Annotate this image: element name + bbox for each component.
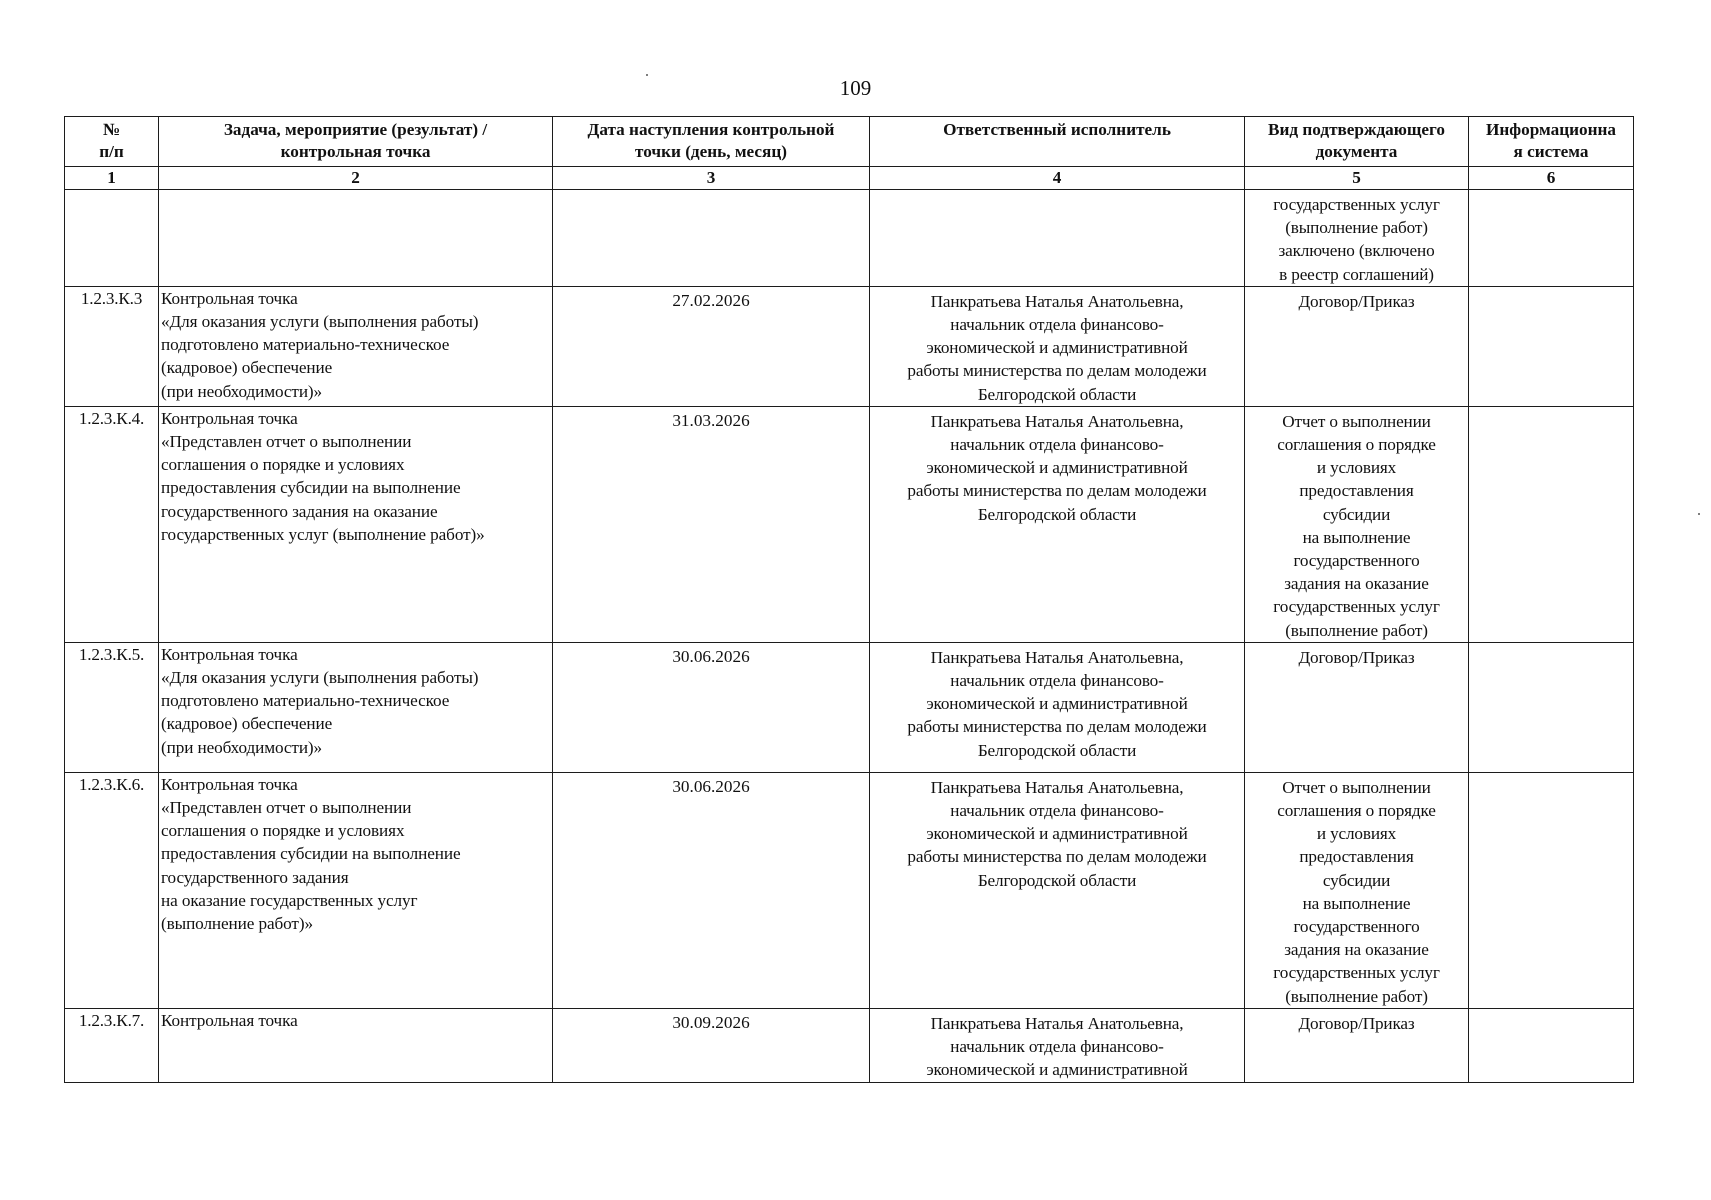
task-line: Контрольная точка (161, 408, 298, 428)
responsible-line: начальник отдела финансово- (950, 1037, 1164, 1057)
page-number: 109 (839, 76, 872, 100)
table-row (65, 1008, 1634, 1082)
column-number: 3 (553, 167, 870, 190)
task-line: государственного задания (161, 867, 349, 887)
task-line: (кадровое) обеспечение (161, 714, 333, 734)
column-number: 2 (159, 167, 553, 190)
row-document (1245, 772, 1469, 1008)
document-line: государственных услуг (1273, 963, 1440, 983)
document-line: Договор/Приказ (1298, 647, 1415, 667)
row-system (1469, 286, 1634, 406)
responsible-line: экономической и административной (926, 338, 1188, 358)
responsible-line: начальник отдела финансово- (950, 315, 1164, 335)
document-line: Договор/Приказ (1298, 1013, 1415, 1033)
header-responsible (870, 117, 1245, 167)
task-line: государственных услуг (выполнение работ)» (161, 524, 485, 544)
responsible-line: Панкратьева Наталья Анатольевна, (930, 291, 1184, 311)
responsible-line: работы министерства по делам молодежи (907, 847, 1207, 867)
task-line: соглашения о порядке и условиях (161, 821, 405, 841)
row-document (1245, 190, 1469, 287)
row-task (159, 642, 553, 772)
row-document (1245, 286, 1469, 406)
table-row (65, 772, 1634, 1008)
row-number: 1.2.3.К.7. (65, 1008, 159, 1082)
task-line: на оказание государственных услуг (161, 890, 418, 910)
header-line: точки (день, месяц) (635, 142, 787, 161)
header-task (159, 117, 553, 167)
document-line: (выполнение работ) (1285, 986, 1428, 1006)
task-line: государственного задания на оказание (161, 501, 438, 521)
row-document (1245, 642, 1469, 772)
document-line: субсидии (1322, 870, 1391, 890)
header-document (1245, 117, 1469, 167)
task-line: (кадровое) обеспечение (161, 358, 333, 378)
responsible-line: экономической и административной (926, 694, 1188, 714)
task-line: соглашения о порядке и условиях (161, 455, 405, 475)
header-num (65, 117, 159, 167)
task-line: предоставления субсидии на выполнение (161, 478, 461, 498)
task-line: Контрольная точка (161, 644, 298, 664)
responsible-line: Белгородской области (977, 504, 1137, 524)
row-date: 27.02.2026 (553, 286, 870, 406)
responsible-line: работы министерства по делам молодежи (907, 717, 1207, 737)
row-document (1245, 406, 1469, 642)
row-date: 31.03.2026 (553, 406, 870, 642)
table-row (65, 642, 1634, 772)
task-line: (при необходимости)» (161, 737, 323, 757)
table-row (65, 286, 1634, 406)
responsible-line: работы министерства по делам молодежи (907, 361, 1207, 381)
responsible-line: Белгородской области (977, 384, 1137, 404)
document-line: государственного (1293, 551, 1420, 571)
row-task (159, 1008, 553, 1082)
row-system (1469, 190, 1634, 287)
task-line: «Для оказания услуги (выполнения работы) (161, 668, 479, 688)
row-responsible (870, 772, 1245, 1008)
column-number: 6 (1469, 167, 1634, 190)
document-line: соглашения о порядке (1277, 801, 1436, 821)
responsible-line: экономической и административной (926, 1060, 1188, 1080)
document-line: задания на оказание (1284, 574, 1429, 594)
responsible-line: начальник отдела финансово- (950, 671, 1164, 691)
header-system (1469, 117, 1634, 167)
row-date: 30.06.2026 (553, 642, 870, 772)
header-line: Ответственный исполнитель (943, 120, 1171, 139)
responsible-line: экономической и административной (926, 824, 1188, 844)
document-line: субсидии (1322, 504, 1391, 524)
row-system (1469, 772, 1634, 1008)
row-responsible (870, 190, 1245, 287)
responsible-line: Белгородской области (977, 870, 1137, 890)
task-line: Контрольная точка (161, 1010, 298, 1030)
column-number: 1 (65, 167, 159, 190)
column-number: 4 (870, 167, 1245, 190)
header-line: я система (1513, 142, 1589, 161)
header-line: документа (1315, 142, 1398, 161)
document-line: государственных услуг (1273, 195, 1440, 214)
task-line: Контрольная точка (161, 774, 298, 794)
row-system (1469, 1008, 1634, 1082)
row-responsible (870, 1008, 1245, 1082)
responsible-line: экономической и административной (926, 458, 1188, 478)
task-line: подготовлено материально-техническое (161, 691, 450, 711)
table-row (65, 406, 1634, 642)
table-row (65, 190, 1634, 287)
row-date: 30.09.2026 (553, 1008, 870, 1082)
task-line: (при необходимости)» (161, 381, 323, 401)
responsible-line: работы министерства по делам молодежи (907, 481, 1207, 501)
document-line: государственных услуг (1273, 597, 1440, 617)
header-date (553, 117, 870, 167)
document-line: предоставления (1299, 481, 1414, 501)
document-line: и условиях (1316, 458, 1397, 478)
document-line: на выполнение (1302, 893, 1411, 913)
row-responsible (870, 406, 1245, 642)
task-line: «Представлен отчет о выполнении (161, 798, 412, 818)
table-header (65, 117, 1634, 190)
task-line: подготовлено материально-техническое (161, 335, 450, 355)
row-responsible (870, 642, 1245, 772)
header-line: контрольная точка (280, 142, 431, 161)
document-line: государственного (1293, 917, 1420, 937)
document-line: на выполнение (1302, 527, 1411, 547)
responsible-line: Панкратьева Наталья Анатольевна, (930, 777, 1184, 797)
task-line: Контрольная точка (161, 288, 298, 308)
row-system (1469, 406, 1634, 642)
header-line: Дата наступления контрольной (587, 120, 835, 139)
document-line: Отчет о выполнении (1282, 411, 1431, 431)
row-document (1245, 1008, 1469, 1082)
document-line: Отчет о выполнении (1282, 777, 1431, 797)
responsible-line: Белгородской области (977, 740, 1137, 760)
row-responsible (870, 286, 1245, 406)
responsible-line: начальник отдела финансово- (950, 435, 1164, 455)
responsible-line: Панкратьева Наталья Анатольевна, (930, 1013, 1184, 1033)
row-number: 1.2.3.К.4. (65, 406, 159, 642)
control-points-table (64, 116, 1634, 1083)
scan-speck (646, 74, 648, 76)
row-task (159, 406, 553, 642)
responsible-line: Панкратьева Наталья Анатольевна, (930, 647, 1184, 667)
header-line: № (102, 120, 121, 139)
task-line: предоставления субсидии на выполнение (161, 844, 461, 864)
row-date: 30.06.2026 (553, 772, 870, 1008)
row-task (159, 286, 553, 406)
table-body (65, 190, 1634, 1083)
row-task (159, 772, 553, 1008)
document-line: (выполнение работ) (1285, 218, 1428, 238)
row-date (553, 190, 870, 287)
document-line: заключено (включено (1278, 241, 1435, 261)
document-line: в реестр соглашений) (1279, 264, 1434, 284)
row-number: 1.2.3.К.3 (65, 286, 159, 406)
document-line: (выполнение работ) (1285, 620, 1428, 640)
document-line: задания на оказание (1284, 940, 1429, 960)
scan-speck (1698, 513, 1700, 515)
header-line: п/п (99, 142, 124, 161)
row-number (65, 190, 159, 287)
responsible-line: начальник отдела финансово- (950, 801, 1164, 821)
row-number: 1.2.3.К.6. (65, 772, 159, 1008)
task-line: «Представлен отчет о выполнении (161, 432, 412, 452)
responsible-line: Панкратьева Наталья Анатольевна, (930, 411, 1184, 431)
document-line: предоставления (1299, 847, 1414, 867)
document-line: Договор/Приказ (1298, 291, 1415, 311)
document-line: и условиях (1316, 824, 1397, 844)
task-line: (выполнение работ)» (161, 914, 313, 934)
header-line: Вид подтверждающего (1268, 120, 1445, 139)
header-line: Задача, мероприятие (результат) / (223, 120, 488, 139)
row-task (159, 190, 553, 287)
document-line: соглашения о порядке (1277, 435, 1436, 455)
row-system (1469, 642, 1634, 772)
task-line: «Для оказания услуги (выполнения работы) (161, 312, 479, 332)
header-line: Информационна (1485, 120, 1617, 139)
column-number: 5 (1245, 167, 1469, 190)
row-number: 1.2.3.К.5. (65, 642, 159, 772)
